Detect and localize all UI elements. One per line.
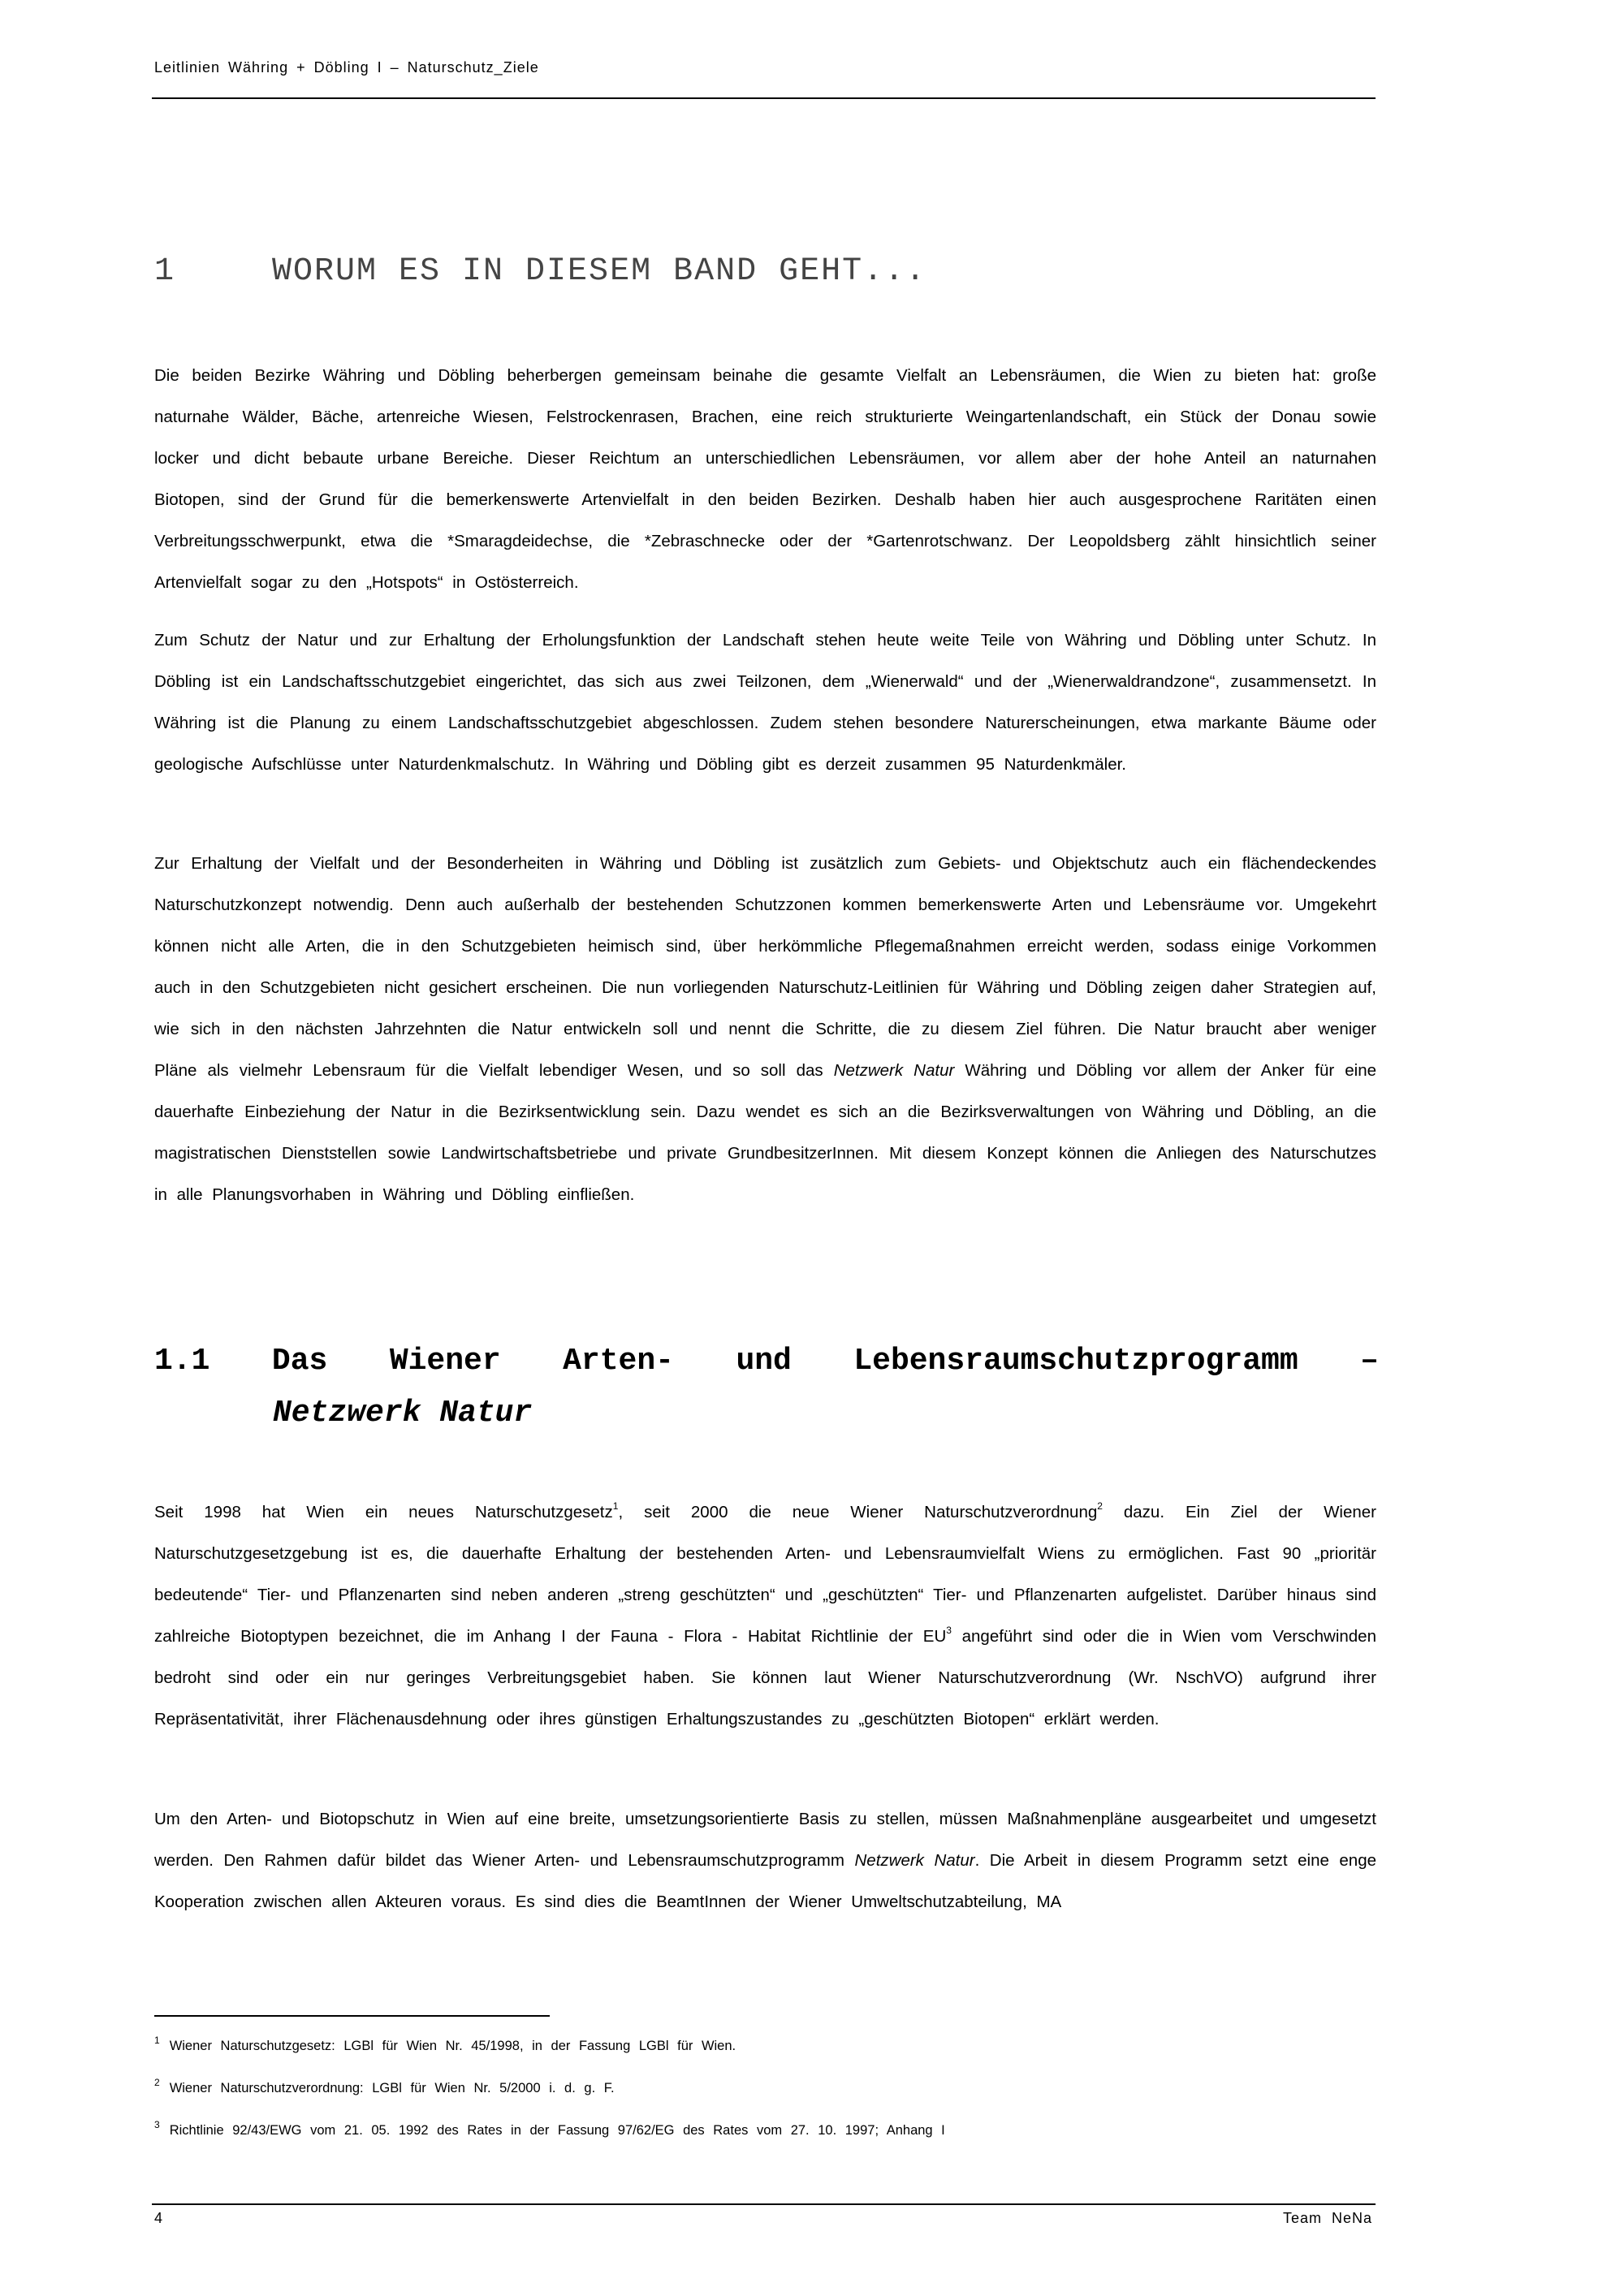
section-1-1-heading-line-1 [154,1336,1379,1388]
paragraph-2 [154,619,1376,785]
footnote-2 [154,2077,615,2096]
heading-word: Wiener [389,1344,501,1379]
paragraph-4-part-c: dazu. Ein Ziel der Wiener Naturschutzgesetzgebung ist es, die dauerhafte Erhaltung der bestehenden Arten- und Lebensraumvielfalt Wiens zu ermöglichen. Fast 90 „prioritär bedeutende“ Tier- und Pflanzenarten sind neben anderen „streng geschützten“ und „geschützten“ Tier- und Pflanzenarten aufgelistet. Darüber hinaus sind zahlreiche Biotoptypen bezeichnet, die im Anhang I der Fauna - Flora - Habitat Richtlinie der EU [154,1503,1376,1646]
page-number: 4 [154,2210,163,2226]
paragraph-4 [154,1491,1376,1740]
footnote-text: Wiener Naturschutzverordnung: LGBl für Wien Nr. 5/2000 i. d. g. F. [169,2081,615,2095]
paragraph-2-text: Zum Schutz der Natur und zur Erhaltung der Erholungsfunktion der Landschaft stehen heute weite Teile von Währing und Döbling unter Schutz. In Döbling ist ein Landschaftsschutzgebiet eingerichtet, das sich aus zwei Teilzonen, dem „Wienerwald“ und der „Wienerwaldrandzone“, zusammensetzt. In Währing ist die Planung zu einem Landschaftsschutzgebiet abgeschlossen. Zudem stehen besondere Naturerscheinungen, etwa markante Bäume oder geologische Aufschlüsse unter Naturdenkmalschutz. In Währing und Döbling gibt es derzeit zusammen 95 Naturdenkmäler. [154,631,1376,774]
section-1-number: 1 [154,253,176,290]
paragraph-4-part-d: angeführt sind oder die in Wien vom Verschwinden bedroht sind oder ein nur geringes Verbreitungsgebiet haben. Sie können laut Wiener Naturschutzverordnung (Wr. NschVO) aufgrund ihrer Repräsentativität, ihrer Flächenausdehnung oder ihres günstigen Erhaltungszustandes zu „geschützten Biotopen“ erklärt werden. [154,1627,1376,1728]
footnote-number: 1 [154,2035,160,2046]
paragraph-3-part-b: Währing und Döbling vor allem der Anker für eine dauerhafte Einbeziehung der Natur in die Bezirksentwicklung sein. Dazu wendet es sich an die Bezirksverwaltungen von Währing und Döbling, an die magistratischen Dienststellen sowie Landwirtschaftsbetriebe und private GrundbesitzerInnen. Mit diesem Konzept können die Anliegen des Naturschutzes in alle Planungsvorhaben in Währing und Döbling einfließen. [154,1061,1377,1204]
paragraph-3-text [154,843,1376,1215]
footnote-ref-1: 1 [612,1500,619,1513]
footnote-3 [154,2119,945,2138]
heading-word: Lebensraumschutzprogramm [853,1344,1298,1379]
footnote-ref-3: 3 [946,1625,952,1637]
paragraph-4-part-a: Seit 1998 hat Wien ein neues Naturschutzgesetz [154,1503,613,1521]
header-rule [152,97,1376,99]
paragraph-5-part-b: . Die Arbeit in diesem Programm setzt eine enge Kooperation zwischen allen Akteuren voraus. Es sind dies die BeamtInnen der Wiener Umweltschutzabteilung, MA [154,1851,1377,1911]
paragraph-5-text [154,1798,1376,1923]
paragraph-3-part-a: Zur Erhaltung der Vielfalt und der Besonderheiten in Währing und Döbling ist zusätzlich zum Gebiets- und Objektschutz auch ein flächendeckendes Naturschutzkonzept notwendig. Denn auch außerhalb der bestehenden Schutzzonen kommen bemerkenswerte Arten und Lebensräume vor. Umgekehrt können nicht alle Arten, die in den Schutzgebieten heimisch sind, über herkömmliche Pflegemaßnahmen erreicht werden, sodass einige Vorkommen auch in den Schutzgebieten nicht gesichert erscheinen. Die nun vorliegenden Naturschutz-Leitlinien für Währing und Döbling zeigen daher Strategien auf, wie sich in den nächsten Jahrzehnten die Natur entwickeln soll und nennt die Schritte, die zu diesem Ziel führen. Die Natur braucht aber weniger Pläne als vielmehr Lebensraum für die Vielfalt lebendiger Wesen, und so soll das [154,854,1376,1080]
paragraph-4-part-b: , seit 2000 die neue Wiener Naturschutzverordnung [618,1503,1098,1521]
footer-rule [152,2203,1376,2205]
heading-word: Arten- [563,1344,674,1379]
paragraph-5-part-a: Um den Arten- und Biotopschutz in Wien auf eine breite, umsetzungsorientierte Basis zu stellen, müssen Maßnahmenpläne ausgearbeitet und umgesetzt werden. Den Rahmen dafür bildet das Wiener Arten- und Lebensraumschutzprogramm [154,1810,1376,1870]
footer-team: Team NeNa [1283,2210,1373,2226]
section-1-1-heading-line-2: Netzwerk Natur [273,1396,533,1431]
heading-word: und [736,1344,792,1379]
paragraph-1-text: Die beiden Bezirke Währing und Döbling beherbergen gemeinsam beinahe die gesamte Vielfalt an Lebensräumen, die Wien zu bieten hat: große naturnahe Wälder, Bäche, artenreiche Wiesen, Felstrockenrasen, Brachen, eine reich strukturierte Weingartenlandschaft, ein Stück der Donau sowie locker und dicht bebaute urbane Bereiche. Dieser Reichtum an unterschiedlichen Lebensräumen, vor allem aber der hohe Anteil an naturnahen Biotopen, sind der Grund für die bemerkenswerte Artenvielfalt in den beiden Bezirken. Deshalb haben hier auch ausgesprochene Raritäten einen Verbreitungsschwerpunkt, etwa die *Smaragdeidechse, die *Zebraschnecke oder der *Gartenrotschwanz. Der Leopoldsberg zählt hinsichtlich seiner Artenvielfalt sogar zu den „Hotspots“ in Ostösterreich. [154,366,1376,592]
heading-word: – [1360,1344,1379,1379]
footnote-text: Wiener Naturschutzgesetz: LGBl für Wien Nr. 45/1998, in der Fassung LGBl für Wien. [169,2039,736,2053]
footnote-1 [154,2035,736,2054]
running-header: Leitlinien Währing + Döbling I – Naturschutz_Ziele [154,59,539,76]
section-1-1-number: 1.1 [154,1344,210,1379]
netzwerk-natur-emphasis: Netzwerk Natur [854,1851,975,1870]
footnote-text: Richtlinie 92/43/EWG vom 21. 05. 1992 des Rates in der Fassung 97/62/EG des Rates vom 27. 10. 1997; Anhang I [169,2123,945,2138]
footnote-separator [154,2015,550,2017]
section-1-1-heading [154,1336,1379,1439]
paragraph-3 [154,843,1376,1215]
section-1-heading [154,253,926,290]
paragraph-1 [154,355,1376,603]
heading-word: Das [271,1344,328,1379]
section-1-title: WORUM ES IN DIESEM BAND GEHT... [272,253,927,290]
paragraph-4-text [154,1491,1376,1740]
footnote-number: 2 [154,2077,160,2088]
paragraph-5 [154,1798,1376,1923]
netzwerk-natur-emphasis: Netzwerk Natur [833,1061,955,1080]
footnote-number: 3 [154,2119,160,2130]
footnote-ref-2: 2 [1097,1500,1103,1513]
